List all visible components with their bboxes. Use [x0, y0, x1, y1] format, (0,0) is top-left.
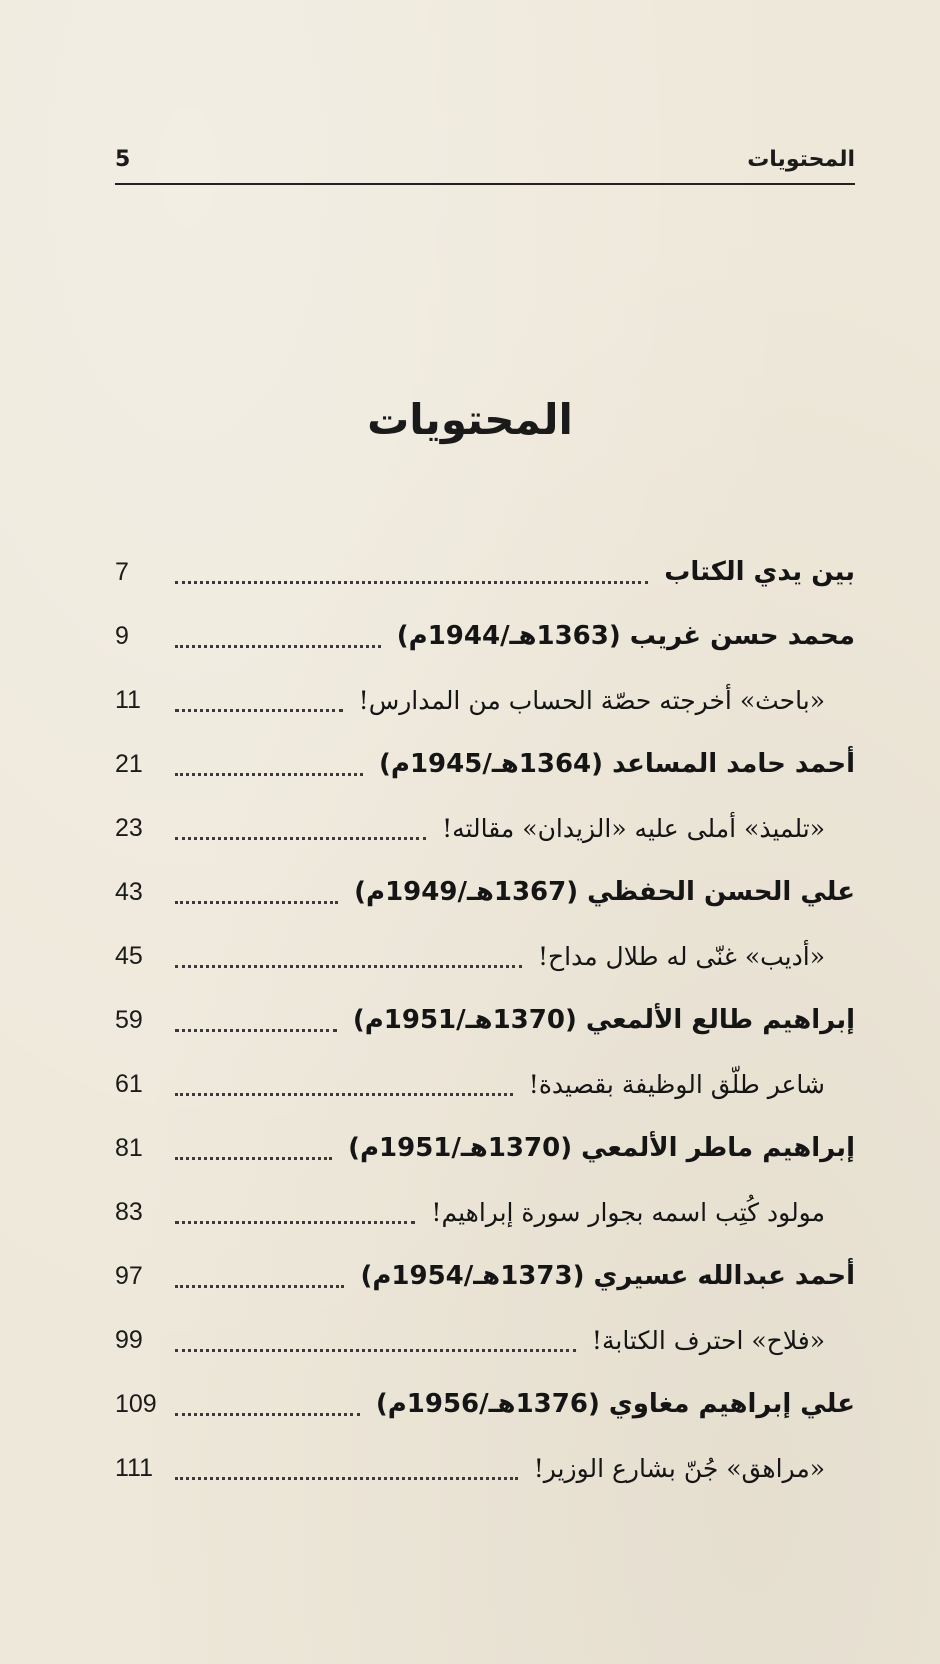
running-header-title: المحتويات [747, 146, 855, 172]
dot-leader [175, 1093, 513, 1096]
toc-entry-page-number: 97 [115, 1261, 143, 1290]
dot-leader [175, 1157, 332, 1160]
toc-entry-title: محمد حسن غريب (1363هـ/1944م) [396, 621, 855, 651]
toc-entry-title: «فلاح» احترف الكتابة! [591, 1325, 825, 1355]
toc-chapter-entry [115, 732, 855, 796]
toc-subtitle-entry [115, 1180, 855, 1244]
toc-chapter-entry [115, 604, 855, 668]
toc-subtitle-entry [115, 1436, 855, 1500]
toc-list [115, 540, 855, 1500]
toc-entry-title: «مراهق» جُنّ بشارع الوزير! [533, 1453, 825, 1483]
toc-entry-page-number: 111 [115, 1453, 154, 1482]
dot-leader [175, 645, 381, 648]
toc-entry-title: إبراهيم طالع الألمعي (1370هـ/1951م) [352, 1005, 855, 1035]
toc-entry-page-number: 9 [115, 621, 129, 650]
toc-subtitle-entry [115, 668, 855, 732]
toc-entry-page-number: 23 [115, 813, 143, 842]
dot-leader [175, 1413, 360, 1416]
toc-subtitle-entry [115, 1308, 855, 1372]
toc-entry-page-number: 21 [115, 749, 143, 778]
toc-entry-title: علي الحسن الحفظي (1367هـ/1949م) [354, 877, 855, 907]
running-header-page-number: 5 [115, 146, 131, 172]
toc-entry-title: إبراهيم ماطر الألمعي (1370هـ/1951م) [348, 1133, 855, 1163]
dot-leader [175, 1221, 415, 1224]
toc-chapter-entry [115, 1116, 855, 1180]
dot-leader [175, 965, 522, 968]
toc-entry-title: أحمد عبدالله عسيري (1373هـ/1954م) [360, 1261, 855, 1291]
toc-entry-page-number: 7 [115, 557, 129, 586]
toc-entry-page-number: 61 [115, 1069, 143, 1098]
toc-entry-title: بين يدي الكتاب [664, 557, 855, 587]
toc-entry-title: شاعر طلّق الوظيفة بقصيدة! [528, 1069, 825, 1099]
toc-chapter-entry [115, 1372, 855, 1436]
toc-entry-page-number: 99 [115, 1325, 143, 1354]
toc-entry-page-number: 11 [115, 685, 141, 714]
toc-entry-title: أحمد حامد المساعد (1364هـ/1945م) [379, 749, 855, 779]
toc-entry-page-number: 83 [115, 1197, 143, 1226]
toc-entry-page-number: 81 [115, 1133, 143, 1162]
page-title: المحتويات [367, 395, 573, 444]
toc-subtitle-entry [115, 796, 855, 860]
dot-leader [175, 837, 426, 840]
toc-entry-page-number: 45 [115, 941, 143, 970]
toc-entry-page-number: 109 [115, 1389, 157, 1418]
toc-entry-title: «أديب» غنّى له طلال مداح! [537, 941, 825, 971]
toc-entry-title: «باحث» أخرجته حصّة الحساب من المدارس! [358, 685, 825, 715]
toc-entry-page-number: 43 [115, 877, 143, 906]
toc-chapter-entry [115, 988, 855, 1052]
toc-subtitle-entry [115, 1052, 855, 1116]
dot-leader [175, 581, 648, 584]
dot-leader [175, 709, 343, 712]
toc-entry-title: علي إبراهيم مغاوي (1376هـ/1956م) [375, 1389, 855, 1419]
dot-leader [175, 773, 363, 776]
toc-entry-page-number: 59 [115, 1005, 143, 1034]
dot-leader [175, 1285, 344, 1288]
toc-chapter-entry [115, 1244, 855, 1308]
toc-entry-title: «تلميذ» أملى عليه «الزيدان» مقالته! [442, 813, 825, 843]
running-header [115, 135, 855, 185]
toc-chapter-entry [115, 540, 855, 604]
toc-chapter-entry [115, 860, 855, 924]
dot-leader [175, 1477, 518, 1480]
dot-leader [175, 1349, 576, 1352]
toc-entry-title: مولود كُتِب اسمه بجوار سورة إبراهيم! [431, 1197, 825, 1227]
dot-leader [175, 1029, 337, 1032]
dot-leader [175, 901, 338, 904]
toc-subtitle-entry [115, 924, 855, 988]
